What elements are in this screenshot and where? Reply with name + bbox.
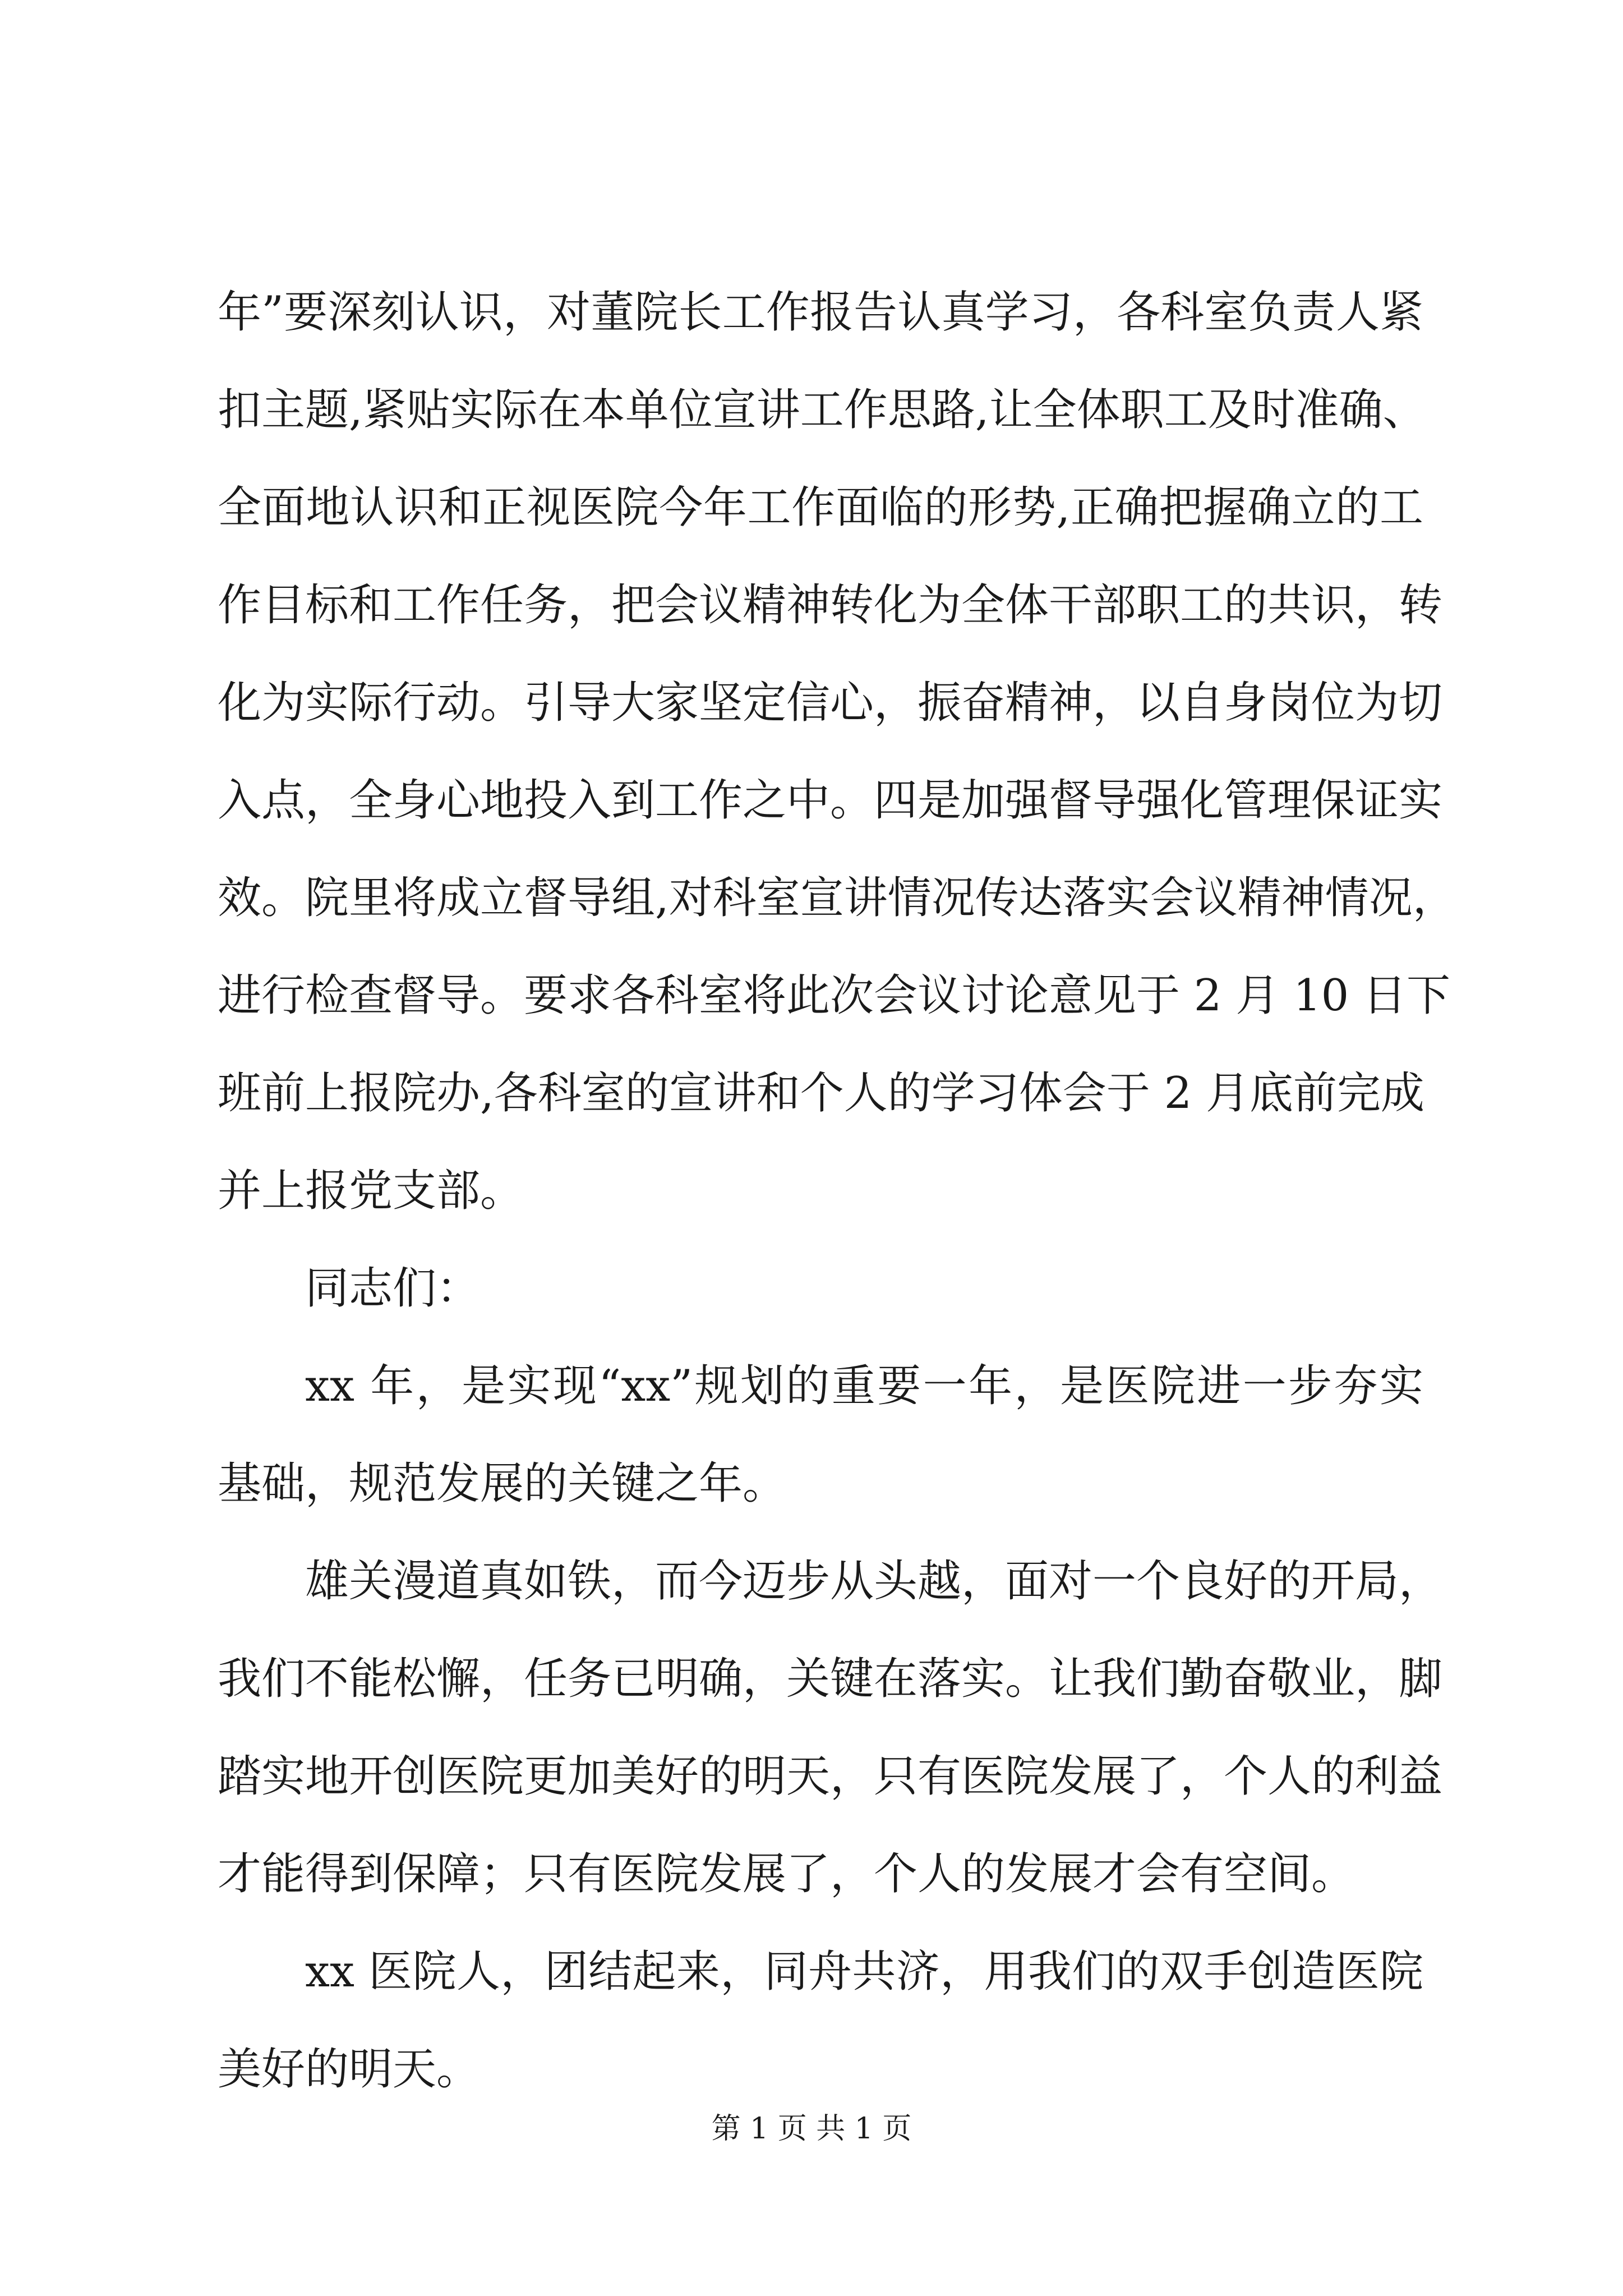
text-line: 并上报党支部。 [218, 1166, 524, 1216]
paragraph-3 [218, 1337, 1423, 1533]
text-line: 年”要深刻认识，对董院长工作报告认真学习，各科室负责人紧 [218, 287, 1423, 338]
text-line: 作目标和工作任务，把会议精神转化为全体干部职工的共识，转 [218, 580, 1443, 631]
text-line: 我们不能松懈，任务已明确，关键在落实。让我们勤奋敬业，脚 [218, 1654, 1443, 1704]
text-line: 美好的明天。 [218, 2044, 481, 2095]
text-line: 班前上报院办,各科室的宣讲和个人的学习体会于 2 月底前完成 [218, 1068, 1425, 1119]
paragraph-2 [218, 1240, 1423, 1337]
text-line: 基础，规范发展的关键之年。 [218, 1458, 787, 1509]
text-line: 进行检查督导。要求各科室将此次会议讨论意见于 2 月 10 日下 [218, 970, 1451, 1021]
text-line: 效。院里将成立督导组,对科室宣讲情况传达落实会议精神情况， [218, 873, 1456, 923]
text-line: 踏实地开创医院更加美好的明天，只有医院发展了，个人的利益 [218, 1751, 1443, 1802]
text-line: 入点，全身心地投入到工作之中。四是加强督导强化管理保证实 [218, 775, 1443, 826]
text-line: xx 医院人，团结起来，同舟共济，用我们的双手创造医院 [305, 1947, 1423, 1997]
text-line: 全面地认识和正视医院今年工作面临的形势,正确把握确立的工 [218, 482, 1423, 533]
text-line: xx 年，是实现“xx”规划的重要一年，是医院进一步夯实 [305, 1361, 1423, 1411]
text-line: 化为实际行动。引导大家坚定信心，振奋精神，以自身岗位为切 [218, 678, 1443, 728]
paragraph-4 [218, 1533, 1443, 1923]
text-line: 雄关漫道真如铁，而今迈步从头越，面对一个良好的开局， [305, 1556, 1443, 1607]
document-body [218, 264, 1456, 2118]
paragraph-1 [218, 264, 1456, 1240]
page-footer: 第 1 页 共 1 页 [711, 2112, 912, 2146]
text-line: 扣主题,紧贴实际在本单位宣讲工作思路,让全体职工及时准确、 [218, 385, 1427, 435]
paragraph-5 [218, 1923, 1423, 2118]
text-line: 才能得到保障；只有医院发展了，个人的发展才会有空间。 [218, 1849, 1355, 1899]
salutation-line: 同志们： [305, 1263, 481, 1314]
